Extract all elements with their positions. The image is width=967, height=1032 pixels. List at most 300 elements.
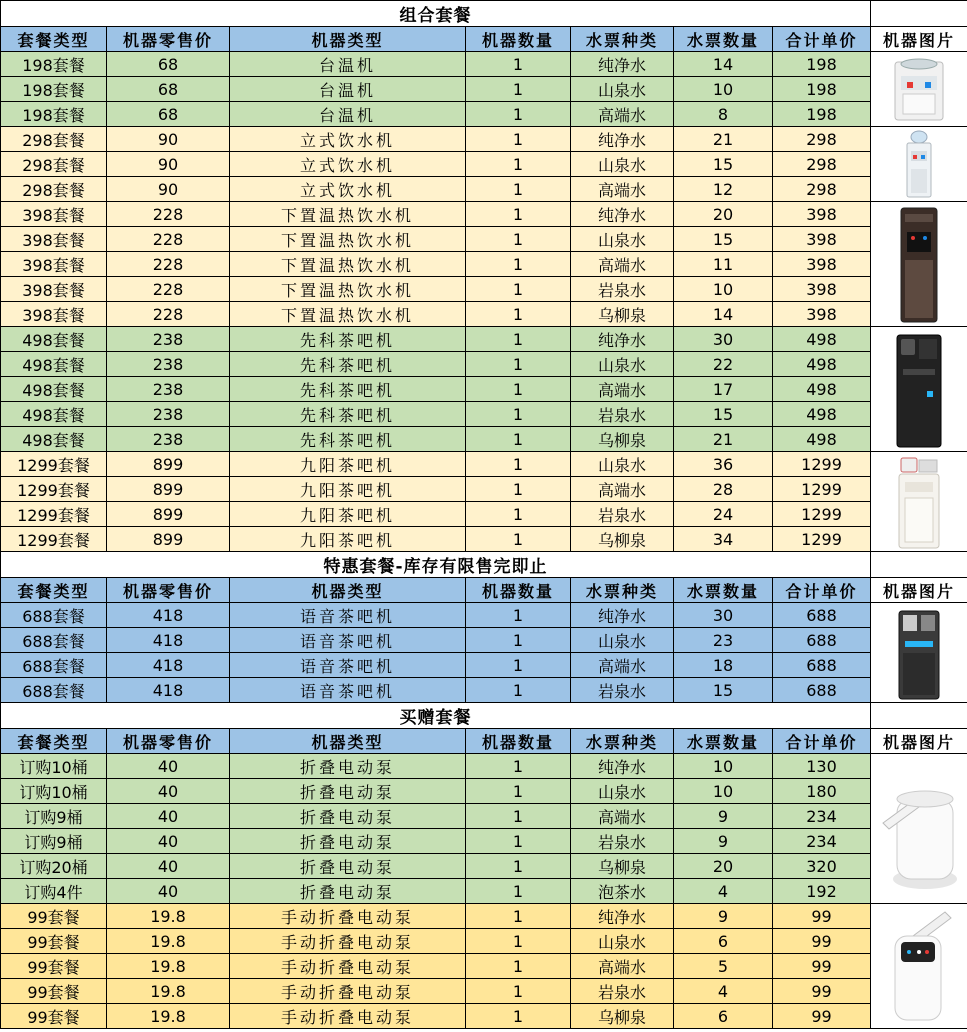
machine-price-cell: 238 (107, 327, 230, 352)
column-header: 机器数量 (466, 578, 571, 603)
section-title-row (1, 552, 967, 578)
column-header: 水票种类 (571, 729, 674, 754)
machine-type-cell: 下置温热饮水机 (230, 302, 466, 327)
machine-qty-cell: 1 (466, 929, 571, 954)
package-type-cell: 298套餐 (1, 177, 107, 202)
total-price-cell: 398 (773, 202, 871, 227)
water-type-cell: 岩泉水 (571, 277, 674, 302)
machine-qty-cell: 1 (466, 829, 571, 854)
ticket-qty-cell: 24 (674, 502, 773, 527)
column-header: 套餐类型 (1, 729, 107, 754)
machine-price-cell: 40 (107, 754, 230, 779)
water-type-cell: 山泉水 (571, 352, 674, 377)
machine-type-cell: 折叠电动泵 (230, 879, 466, 904)
table-row (1, 252, 967, 277)
water-type-cell: 乌柳泉 (571, 427, 674, 452)
package-type-cell: 398套餐 (1, 302, 107, 327)
machine-price-cell: 19.8 (107, 929, 230, 954)
package-type-cell: 1299套餐 (1, 527, 107, 552)
ticket-qty-cell: 12 (674, 177, 773, 202)
machine-qty-cell: 1 (466, 954, 571, 979)
package-type-cell: 1299套餐 (1, 502, 107, 527)
column-header: 机器零售价 (107, 729, 230, 754)
package-type-cell: 订购10桶 (1, 754, 107, 779)
machine-image-cell (871, 127, 967, 202)
ticket-qty-cell: 8 (674, 102, 773, 127)
section-title: 特惠套餐-库存有限售完即止 (1, 552, 871, 578)
column-header: 机器类型 (230, 27, 466, 52)
water-type-cell: 高端水 (571, 954, 674, 979)
column-header: 合计单价 (773, 27, 871, 52)
water-type-cell: 山泉水 (571, 779, 674, 804)
machine-qty-cell: 1 (466, 427, 571, 452)
section-title-row (1, 1, 967, 27)
table-row (1, 804, 967, 829)
machine-type-cell: 手动折叠电动泵 (230, 1004, 466, 1029)
machine-qty-cell: 1 (466, 327, 571, 352)
total-price-cell: 198 (773, 102, 871, 127)
table-row (1, 678, 967, 703)
machine-type-cell: 折叠电动泵 (230, 779, 466, 804)
table-row (1, 127, 967, 152)
total-price-cell: 498 (773, 427, 871, 452)
table-row (1, 754, 967, 779)
machine-type-cell: 立式饮水机 (230, 127, 466, 152)
machine-price-cell: 899 (107, 452, 230, 477)
water-type-cell: 山泉水 (571, 77, 674, 102)
ticket-qty-cell: 20 (674, 202, 773, 227)
package-type-cell: 688套餐 (1, 628, 107, 653)
table-row (1, 202, 967, 227)
water-type-cell: 高端水 (571, 252, 674, 277)
machine-price-cell: 238 (107, 427, 230, 452)
machine-price-cell: 19.8 (107, 979, 230, 1004)
machine-price-cell: 19.8 (107, 904, 230, 929)
water-type-cell: 纯净水 (571, 603, 674, 628)
machine-price-cell: 68 (107, 77, 230, 102)
package-type-cell: 298套餐 (1, 127, 107, 152)
section-title: 买赠套餐 (1, 703, 871, 729)
package-type-cell: 订购9桶 (1, 829, 107, 854)
package-type-cell: 498套餐 (1, 352, 107, 377)
standing-dispenser-image (899, 129, 939, 199)
machine-type-cell: 九阳茶吧机 (230, 502, 466, 527)
total-price-cell: 298 (773, 177, 871, 202)
package-type-cell: 99套餐 (1, 954, 107, 979)
machine-type-cell: 九阳茶吧机 (230, 527, 466, 552)
ticket-qty-cell: 4 (674, 879, 773, 904)
ticket-qty-cell: 10 (674, 77, 773, 102)
machine-price-cell: 238 (107, 402, 230, 427)
package-type-cell: 498套餐 (1, 427, 107, 452)
machine-price-cell: 418 (107, 678, 230, 703)
machine-qty-cell: 1 (466, 628, 571, 653)
machine-type-cell: 手动折叠电动泵 (230, 904, 466, 929)
water-type-cell: 岩泉水 (571, 829, 674, 854)
package-type-cell: 99套餐 (1, 979, 107, 1004)
total-price-cell: 192 (773, 879, 871, 904)
machine-price-cell: 899 (107, 502, 230, 527)
water-type-cell: 山泉水 (571, 452, 674, 477)
water-type-cell: 山泉水 (571, 628, 674, 653)
table-row (1, 352, 967, 377)
column-header: 合计单价 (773, 729, 871, 754)
machine-type-cell: 台温机 (230, 52, 466, 77)
water-type-cell: 高端水 (571, 102, 674, 127)
ticket-qty-cell: 10 (674, 754, 773, 779)
machine-type-cell: 折叠电动泵 (230, 829, 466, 854)
table-row (1, 377, 967, 402)
ticket-qty-cell: 15 (674, 227, 773, 252)
package-type-cell: 订购4件 (1, 879, 107, 904)
machine-price-cell: 238 (107, 352, 230, 377)
machine-type-cell: 下置温热饮水机 (230, 227, 466, 252)
package-type-cell: 1299套餐 (1, 477, 107, 502)
machine-type-cell: 语音茶吧机 (230, 628, 466, 653)
table-row (1, 603, 967, 628)
table-row (1, 102, 967, 127)
total-price-cell: 99 (773, 904, 871, 929)
ticket-qty-cell: 28 (674, 477, 773, 502)
column-header: 水票种类 (571, 27, 674, 52)
ticket-qty-cell: 21 (674, 427, 773, 452)
machine-type-cell: 折叠电动泵 (230, 804, 466, 829)
machine-type-cell: 折叠电动泵 (230, 854, 466, 879)
total-price-cell: 688 (773, 628, 871, 653)
water-type-cell: 乌柳泉 (571, 1004, 674, 1029)
column-header: 机器零售价 (107, 27, 230, 52)
header-row (1, 578, 967, 603)
machine-price-cell: 40 (107, 854, 230, 879)
machine-type-cell: 台温机 (230, 102, 466, 127)
package-type-cell: 688套餐 (1, 653, 107, 678)
machine-qty-cell: 1 (466, 177, 571, 202)
ticket-qty-cell: 18 (674, 653, 773, 678)
total-price-cell: 1299 (773, 452, 871, 477)
total-price-cell: 234 (773, 829, 871, 854)
ticket-qty-cell: 4 (674, 979, 773, 1004)
water-type-cell: 纯净水 (571, 327, 674, 352)
tea-bar-machine-image (889, 329, 949, 449)
machine-qty-cell: 1 (466, 127, 571, 152)
machine-qty-cell: 1 (466, 152, 571, 177)
total-price-cell: 688 (773, 678, 871, 703)
water-type-cell: 高端水 (571, 377, 674, 402)
table-row (1, 879, 967, 904)
machine-image-cell (871, 327, 967, 452)
machine-type-cell: 下置温热饮水机 (230, 277, 466, 302)
table-row (1, 929, 967, 954)
machine-qty-cell: 1 (466, 603, 571, 628)
ticket-qty-cell: 20 (674, 854, 773, 879)
machine-qty-cell: 1 (466, 352, 571, 377)
machine-price-cell: 19.8 (107, 1004, 230, 1029)
column-header: 机器数量 (466, 729, 571, 754)
machine-qty-cell: 1 (466, 678, 571, 703)
machine-price-cell: 90 (107, 152, 230, 177)
machine-price-cell: 228 (107, 202, 230, 227)
column-header: 机器图片 (871, 27, 967, 52)
machine-qty-cell: 1 (466, 879, 571, 904)
machine-type-cell: 立式饮水机 (230, 152, 466, 177)
package-type-cell: 498套餐 (1, 402, 107, 427)
ticket-qty-cell: 15 (674, 402, 773, 427)
ticket-qty-cell: 5 (674, 954, 773, 979)
total-price-cell: 1299 (773, 502, 871, 527)
package-type-cell: 498套餐 (1, 327, 107, 352)
water-type-cell: 山泉水 (571, 929, 674, 954)
machine-price-cell: 68 (107, 52, 230, 77)
machine-price-cell: 40 (107, 829, 230, 854)
total-price-cell: 1299 (773, 477, 871, 502)
table-row (1, 954, 967, 979)
machine-price-cell: 68 (107, 102, 230, 127)
machine-price-cell: 19.8 (107, 954, 230, 979)
water-type-cell: 高端水 (571, 804, 674, 829)
machine-qty-cell: 1 (466, 904, 571, 929)
ticket-qty-cell: 14 (674, 52, 773, 77)
table-row (1, 402, 967, 427)
package-type-cell: 398套餐 (1, 252, 107, 277)
machine-type-cell: 折叠电动泵 (230, 754, 466, 779)
column-header: 合计单价 (773, 578, 871, 603)
package-type-cell: 1299套餐 (1, 452, 107, 477)
table-row (1, 653, 967, 678)
package-type-cell: 198套餐 (1, 102, 107, 127)
total-price-cell: 320 (773, 854, 871, 879)
joyoung-tea-bar-image (891, 454, 947, 550)
machine-qty-cell: 1 (466, 653, 571, 678)
table-row (1, 779, 967, 804)
table-row (1, 854, 967, 879)
machine-qty-cell: 1 (466, 227, 571, 252)
total-price-cell: 99 (773, 979, 871, 1004)
water-type-cell: 纯净水 (571, 52, 674, 77)
total-price-cell: 1299 (773, 527, 871, 552)
column-header: 套餐类型 (1, 578, 107, 603)
column-header: 套餐类型 (1, 27, 107, 52)
total-price-cell: 398 (773, 302, 871, 327)
ticket-qty-cell: 30 (674, 603, 773, 628)
machine-qty-cell: 1 (466, 202, 571, 227)
total-price-cell: 398 (773, 252, 871, 277)
table-row (1, 904, 967, 929)
water-type-cell: 山泉水 (571, 227, 674, 252)
title-blank-cell (871, 703, 967, 729)
folding-electric-pump-image (873, 759, 965, 899)
total-price-cell: 498 (773, 402, 871, 427)
machine-price-cell: 90 (107, 177, 230, 202)
machine-type-cell: 手动折叠电动泵 (230, 929, 466, 954)
total-price-cell: 198 (773, 52, 871, 77)
total-price-cell: 398 (773, 227, 871, 252)
column-header: 机器零售价 (107, 578, 230, 603)
total-price-cell: 498 (773, 352, 871, 377)
countertop-dispenser-image (889, 54, 949, 124)
table-row (1, 502, 967, 527)
machine-image-cell (871, 904, 967, 1029)
ticket-qty-cell: 14 (674, 302, 773, 327)
total-price-cell: 688 (773, 653, 871, 678)
machine-qty-cell: 1 (466, 502, 571, 527)
ticket-qty-cell: 10 (674, 277, 773, 302)
water-type-cell: 高端水 (571, 653, 674, 678)
machine-qty-cell: 1 (466, 452, 571, 477)
machine-price-cell: 90 (107, 127, 230, 152)
table-row (1, 427, 967, 452)
machine-price-cell: 40 (107, 779, 230, 804)
water-type-cell: 高端水 (571, 477, 674, 502)
machine-qty-cell: 1 (466, 377, 571, 402)
column-header: 水票数量 (674, 729, 773, 754)
machine-price-cell: 228 (107, 227, 230, 252)
machine-type-cell: 手动折叠电动泵 (230, 979, 466, 1004)
machine-qty-cell: 1 (466, 52, 571, 77)
ticket-qty-cell: 9 (674, 904, 773, 929)
table-row (1, 1004, 967, 1029)
package-type-cell: 398套餐 (1, 227, 107, 252)
machine-type-cell: 先科茶吧机 (230, 377, 466, 402)
ticket-qty-cell: 22 (674, 352, 773, 377)
total-price-cell: 298 (773, 127, 871, 152)
section-title: 组合套餐 (1, 1, 871, 27)
table-row (1, 527, 967, 552)
ticket-qty-cell: 30 (674, 327, 773, 352)
package-type-cell: 99套餐 (1, 904, 107, 929)
column-header: 水票数量 (674, 27, 773, 52)
package-type-cell: 398套餐 (1, 277, 107, 302)
table-row (1, 327, 967, 352)
machine-type-cell: 先科茶吧机 (230, 402, 466, 427)
machine-price-cell: 228 (107, 277, 230, 302)
machine-type-cell: 台温机 (230, 77, 466, 102)
machine-price-cell: 899 (107, 527, 230, 552)
ticket-qty-cell: 6 (674, 1004, 773, 1029)
manual-folding-pump-image (879, 906, 959, 1026)
machine-qty-cell: 1 (466, 779, 571, 804)
total-price-cell: 130 (773, 754, 871, 779)
water-type-cell: 乌柳泉 (571, 527, 674, 552)
title-blank-cell (871, 1, 967, 27)
ticket-qty-cell: 21 (674, 127, 773, 152)
machine-type-cell: 下置温热饮水机 (230, 252, 466, 277)
column-header: 机器类型 (230, 729, 466, 754)
machine-price-cell: 228 (107, 252, 230, 277)
water-type-cell: 岩泉水 (571, 502, 674, 527)
total-price-cell: 498 (773, 377, 871, 402)
machine-price-cell: 418 (107, 628, 230, 653)
column-header: 机器类型 (230, 578, 466, 603)
machine-price-cell: 418 (107, 653, 230, 678)
package-type-cell: 99套餐 (1, 1004, 107, 1029)
machine-qty-cell: 1 (466, 252, 571, 277)
total-price-cell: 688 (773, 603, 871, 628)
column-header: 机器图片 (871, 729, 967, 754)
table-row (1, 628, 967, 653)
machine-type-cell: 九阳茶吧机 (230, 452, 466, 477)
machine-type-cell: 九阳茶吧机 (230, 477, 466, 502)
package-type-cell: 订购10桶 (1, 779, 107, 804)
package-type-cell: 99套餐 (1, 929, 107, 954)
water-type-cell: 纯净水 (571, 127, 674, 152)
water-type-cell: 岩泉水 (571, 402, 674, 427)
package-type-cell: 688套餐 (1, 678, 107, 703)
machine-qty-cell: 1 (466, 979, 571, 1004)
machine-type-cell: 手动折叠电动泵 (230, 954, 466, 979)
package-type-cell: 订购9桶 (1, 804, 107, 829)
machine-qty-cell: 1 (466, 302, 571, 327)
table-row (1, 979, 967, 1004)
machine-price-cell: 40 (107, 804, 230, 829)
machine-image-cell (871, 754, 967, 904)
water-type-cell: 岩泉水 (571, 979, 674, 1004)
table-row (1, 152, 967, 177)
machine-price-cell: 418 (107, 603, 230, 628)
total-price-cell: 99 (773, 929, 871, 954)
ticket-qty-cell: 23 (674, 628, 773, 653)
table-row (1, 77, 967, 102)
water-type-cell: 泡茶水 (571, 879, 674, 904)
machine-type-cell: 语音茶吧机 (230, 653, 466, 678)
machine-qty-cell: 1 (466, 477, 571, 502)
machine-type-cell: 语音茶吧机 (230, 603, 466, 628)
machine-type-cell: 先科茶吧机 (230, 327, 466, 352)
water-type-cell: 纯净水 (571, 202, 674, 227)
machine-qty-cell: 1 (466, 102, 571, 127)
bottom-load-dispenser-image (895, 204, 943, 324)
machine-type-cell: 立式饮水机 (230, 177, 466, 202)
ticket-qty-cell: 34 (674, 527, 773, 552)
ticket-qty-cell: 9 (674, 829, 773, 854)
total-price-cell: 498 (773, 327, 871, 352)
package-type-cell: 订购20桶 (1, 854, 107, 879)
machine-image-cell (871, 202, 967, 327)
machine-price-cell: 899 (107, 477, 230, 502)
machine-qty-cell: 1 (466, 527, 571, 552)
table-row (1, 177, 967, 202)
table-row (1, 227, 967, 252)
total-price-cell: 298 (773, 152, 871, 177)
package-type-cell: 498套餐 (1, 377, 107, 402)
header-row (1, 729, 967, 754)
table-row (1, 277, 967, 302)
machine-image-cell (871, 603, 967, 703)
water-type-cell: 乌柳泉 (571, 854, 674, 879)
machine-qty-cell: 1 (466, 402, 571, 427)
water-type-cell: 山泉水 (571, 152, 674, 177)
column-header: 水票种类 (571, 578, 674, 603)
table-row (1, 452, 967, 477)
package-type-cell: 688套餐 (1, 603, 107, 628)
machine-type-cell: 下置温热饮水机 (230, 202, 466, 227)
machine-price-cell: 40 (107, 879, 230, 904)
machine-type-cell: 语音茶吧机 (230, 678, 466, 703)
water-type-cell: 岩泉水 (571, 678, 674, 703)
machine-qty-cell: 1 (466, 77, 571, 102)
machine-price-cell: 228 (107, 302, 230, 327)
total-price-cell: 99 (773, 954, 871, 979)
section-title-row (1, 703, 967, 729)
title-blank-cell (871, 552, 967, 578)
column-header: 机器图片 (871, 578, 967, 603)
machine-image-cell (871, 52, 967, 127)
machine-qty-cell: 1 (466, 804, 571, 829)
water-type-cell: 纯净水 (571, 904, 674, 929)
total-price-cell: 234 (773, 804, 871, 829)
ticket-qty-cell: 15 (674, 678, 773, 703)
header-row (1, 27, 967, 52)
column-header: 水票数量 (674, 578, 773, 603)
